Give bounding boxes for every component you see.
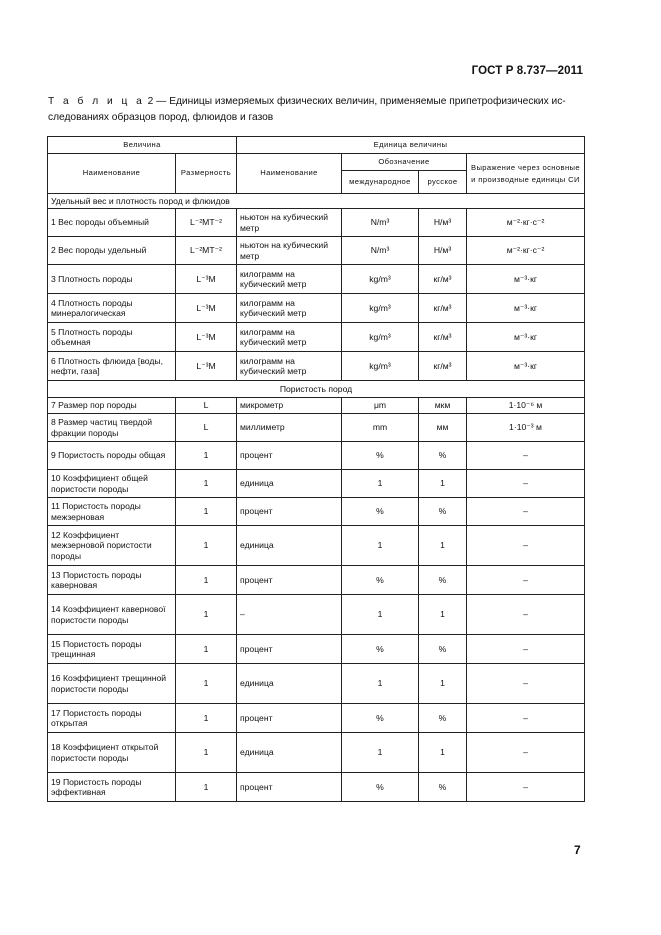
row-dimension: L⁻²MT⁻² bbox=[176, 209, 237, 237]
header-designation: Обозначение bbox=[342, 154, 467, 171]
row-name: 13 Пористость породы каверновая bbox=[48, 566, 176, 595]
table-row bbox=[48, 773, 585, 802]
row-dimension: 1 bbox=[176, 442, 237, 470]
row-dimension: 1 bbox=[176, 733, 237, 773]
row-si-expression: – bbox=[467, 470, 585, 498]
row-russian: кг/м³ bbox=[419, 323, 467, 352]
row-unit-name: процент bbox=[237, 442, 342, 470]
row-dimension: 1 bbox=[176, 526, 237, 566]
row-international: % bbox=[342, 442, 419, 470]
row-international: 1 bbox=[342, 595, 419, 635]
row-international: 1 bbox=[342, 526, 419, 566]
row-russian: % bbox=[419, 635, 467, 664]
table-row bbox=[48, 526, 585, 566]
row-name: 3 Плотность породы bbox=[48, 265, 176, 294]
table-row bbox=[48, 664, 585, 704]
row-international: % bbox=[342, 566, 419, 595]
row-russian: 1 bbox=[419, 470, 467, 498]
header-russian: русское bbox=[419, 171, 467, 194]
row-si-expression: м⁻³·кг bbox=[467, 294, 585, 323]
table-row bbox=[48, 733, 585, 773]
row-unit-name: единица bbox=[237, 664, 342, 704]
table-row bbox=[48, 442, 585, 470]
row-russian: мм bbox=[419, 414, 467, 442]
row-unit-name: ньютон на кубический метр bbox=[237, 209, 342, 237]
row-russian: Н/м³ bbox=[419, 209, 467, 237]
row-unit-name: килограмм на кубический метр bbox=[237, 265, 342, 294]
table-row bbox=[48, 635, 585, 664]
row-russian: мкм bbox=[419, 398, 467, 414]
row-name: 15 Пористость породы трещинная bbox=[48, 635, 176, 664]
row-russian: % bbox=[419, 773, 467, 802]
row-unit-name: килограмм на кубический метр bbox=[237, 294, 342, 323]
row-si-expression: – bbox=[467, 773, 585, 802]
row-name: 17 Пористость породы открытая bbox=[48, 704, 176, 733]
row-dimension: L⁻²MT⁻² bbox=[176, 237, 237, 265]
row-russian: кг/м³ bbox=[419, 265, 467, 294]
row-unit-name: процент bbox=[237, 635, 342, 664]
row-unit-name: ньютон на кубический метр bbox=[237, 237, 342, 265]
header-unit: Единица величины bbox=[237, 137, 585, 154]
row-dimension: L bbox=[176, 414, 237, 442]
table-row bbox=[48, 265, 585, 294]
row-si-expression: м⁻³·кг bbox=[467, 265, 585, 294]
header-name: Наименование bbox=[48, 154, 176, 194]
row-international: N/m³ bbox=[342, 237, 419, 265]
row-unit-name: процент bbox=[237, 773, 342, 802]
row-russian: 1 bbox=[419, 595, 467, 635]
row-international: kg/m³ bbox=[342, 352, 419, 381]
row-unit-name: единица bbox=[237, 526, 342, 566]
density-rows bbox=[48, 209, 585, 381]
row-dimension: 1 bbox=[176, 704, 237, 733]
row-international: 1 bbox=[342, 470, 419, 498]
row-name: 19 Пористость породы эффективная bbox=[48, 773, 176, 802]
standard-number: ГОСТ Р 8.737—2011 bbox=[471, 65, 583, 77]
row-unit-name: – bbox=[237, 595, 342, 635]
row-name: 7 Размер пор породы bbox=[48, 398, 176, 414]
row-international: kg/m³ bbox=[342, 323, 419, 352]
row-russian: % bbox=[419, 498, 467, 526]
row-russian: % bbox=[419, 566, 467, 595]
row-unit-name: килограмм на кубический метр bbox=[237, 352, 342, 381]
row-international: % bbox=[342, 635, 419, 664]
row-international: % bbox=[342, 498, 419, 526]
table-row bbox=[48, 398, 585, 414]
header-unit-name: Наименование bbox=[237, 154, 342, 194]
row-russian: кг/м³ bbox=[419, 352, 467, 381]
row-unit-name: процент bbox=[237, 498, 342, 526]
row-si-expression: – bbox=[467, 442, 585, 470]
row-si-expression: – bbox=[467, 498, 585, 526]
row-si-expression: м⁻³·кг bbox=[467, 352, 585, 381]
row-international: kg/m³ bbox=[342, 294, 419, 323]
row-name: 11 Пористость породы межзерновая bbox=[48, 498, 176, 526]
table-row bbox=[48, 566, 585, 595]
caption-label: Т а б л и ц а bbox=[48, 96, 145, 107]
row-russian: Н/м³ bbox=[419, 237, 467, 265]
row-si-expression: 1·10⁻³ м bbox=[467, 414, 585, 442]
row-international: N/m³ bbox=[342, 209, 419, 237]
row-si-expression: – bbox=[467, 595, 585, 635]
row-russian: кг/м³ bbox=[419, 294, 467, 323]
row-dimension: 1 bbox=[176, 566, 237, 595]
row-name: 5 Плотность породы объемная bbox=[48, 323, 176, 352]
table-row bbox=[48, 294, 585, 323]
row-unit-name: единица bbox=[237, 470, 342, 498]
row-russian: 1 bbox=[419, 733, 467, 773]
section-density: Удельный вес и плотность пород и флюидов bbox=[48, 194, 585, 209]
row-unit-name: миллиметр bbox=[237, 414, 342, 442]
row-russian: 1 bbox=[419, 526, 467, 566]
row-unit-name: процент bbox=[237, 566, 342, 595]
row-russian: % bbox=[419, 442, 467, 470]
row-international: % bbox=[342, 704, 419, 733]
units-table bbox=[47, 136, 585, 802]
table-caption bbox=[48, 94, 586, 126]
row-international: kg/m³ bbox=[342, 265, 419, 294]
row-dimension: 1 bbox=[176, 498, 237, 526]
header-expression: Выражение через основные и производные единицы СИ bbox=[467, 154, 585, 194]
row-si-expression: – bbox=[467, 704, 585, 733]
row-si-expression: 1·10⁻⁶ м bbox=[467, 398, 585, 414]
row-si-expression: – bbox=[467, 733, 585, 773]
row-name: 12 Коэффициент межзерновой пористости породы bbox=[48, 526, 176, 566]
table-row bbox=[48, 704, 585, 733]
header-dimension: Размерность bbox=[176, 154, 237, 194]
row-name: 1 Вес породы объемный bbox=[48, 209, 176, 237]
table-row bbox=[48, 595, 585, 635]
row-international: 1 bbox=[342, 733, 419, 773]
row-international: 1 bbox=[342, 664, 419, 704]
table-row bbox=[48, 323, 585, 352]
row-dimension: 1 bbox=[176, 664, 237, 704]
header-quantity: Величина bbox=[48, 137, 237, 154]
row-dimension: 1 bbox=[176, 773, 237, 802]
section-porosity: Пористость пород bbox=[48, 381, 585, 398]
row-name: 16 Коэффициент трещинной пористости породы bbox=[48, 664, 176, 704]
table-row bbox=[48, 498, 585, 526]
row-si-expression: – bbox=[467, 526, 585, 566]
row-name: 14 Коэффициент кавернової пористости породы bbox=[48, 595, 176, 635]
row-dimension: 1 bbox=[176, 595, 237, 635]
table-row bbox=[48, 352, 585, 381]
row-dimension: L⁻³M bbox=[176, 294, 237, 323]
table-row bbox=[48, 237, 585, 265]
row-unit-name: микрометр bbox=[237, 398, 342, 414]
row-international: % bbox=[342, 773, 419, 802]
row-name: 8 Размер частиц твердой фракции породы bbox=[48, 414, 176, 442]
caption-text-2: следованиях образцов пород, флюидов и газов bbox=[48, 112, 274, 123]
row-international: μm bbox=[342, 398, 419, 414]
row-dimension: L⁻³M bbox=[176, 265, 237, 294]
row-si-expression: – bbox=[467, 566, 585, 595]
row-si-expression: м⁻²·кг·с⁻² bbox=[467, 237, 585, 265]
header-international: международное bbox=[342, 171, 419, 194]
table-row bbox=[48, 414, 585, 442]
row-name: 2 Вес породы удельный bbox=[48, 237, 176, 265]
porosity-rows bbox=[48, 398, 585, 802]
row-dimension: L⁻³M bbox=[176, 323, 237, 352]
row-name: 6 Плотность флюида [воды, нефти, газа] bbox=[48, 352, 176, 381]
row-dimension: 1 bbox=[176, 635, 237, 664]
row-si-expression: м⁻³·кг bbox=[467, 323, 585, 352]
page-number: 7 bbox=[574, 843, 581, 857]
table-row bbox=[48, 209, 585, 237]
row-dimension: 1 bbox=[176, 470, 237, 498]
row-name: 9 Пористость породы общая bbox=[48, 442, 176, 470]
caption-text: 2 — Единицы измеряемых физических величин, применяемые припетрофизических ис- bbox=[144, 96, 566, 107]
row-si-expression: – bbox=[467, 635, 585, 664]
table-row bbox=[48, 470, 585, 498]
row-russian: 1 bbox=[419, 664, 467, 704]
row-russian: % bbox=[419, 704, 467, 733]
row-si-expression: – bbox=[467, 664, 585, 704]
row-unit-name: килограмм на кубический метр bbox=[237, 323, 342, 352]
row-international: mm bbox=[342, 414, 419, 442]
row-name: 18 Коэффициент открытой пористости породы bbox=[48, 733, 176, 773]
row-dimension: L bbox=[176, 398, 237, 414]
row-unit-name: единица bbox=[237, 733, 342, 773]
row-si-expression: м⁻²·кг·с⁻² bbox=[467, 209, 585, 237]
row-unit-name: процент bbox=[237, 704, 342, 733]
row-name: 4 Плотность породы минералогическая bbox=[48, 294, 176, 323]
row-name: 10 Коэффициент общей пористости породы bbox=[48, 470, 176, 498]
row-dimension: L⁻³M bbox=[176, 352, 237, 381]
